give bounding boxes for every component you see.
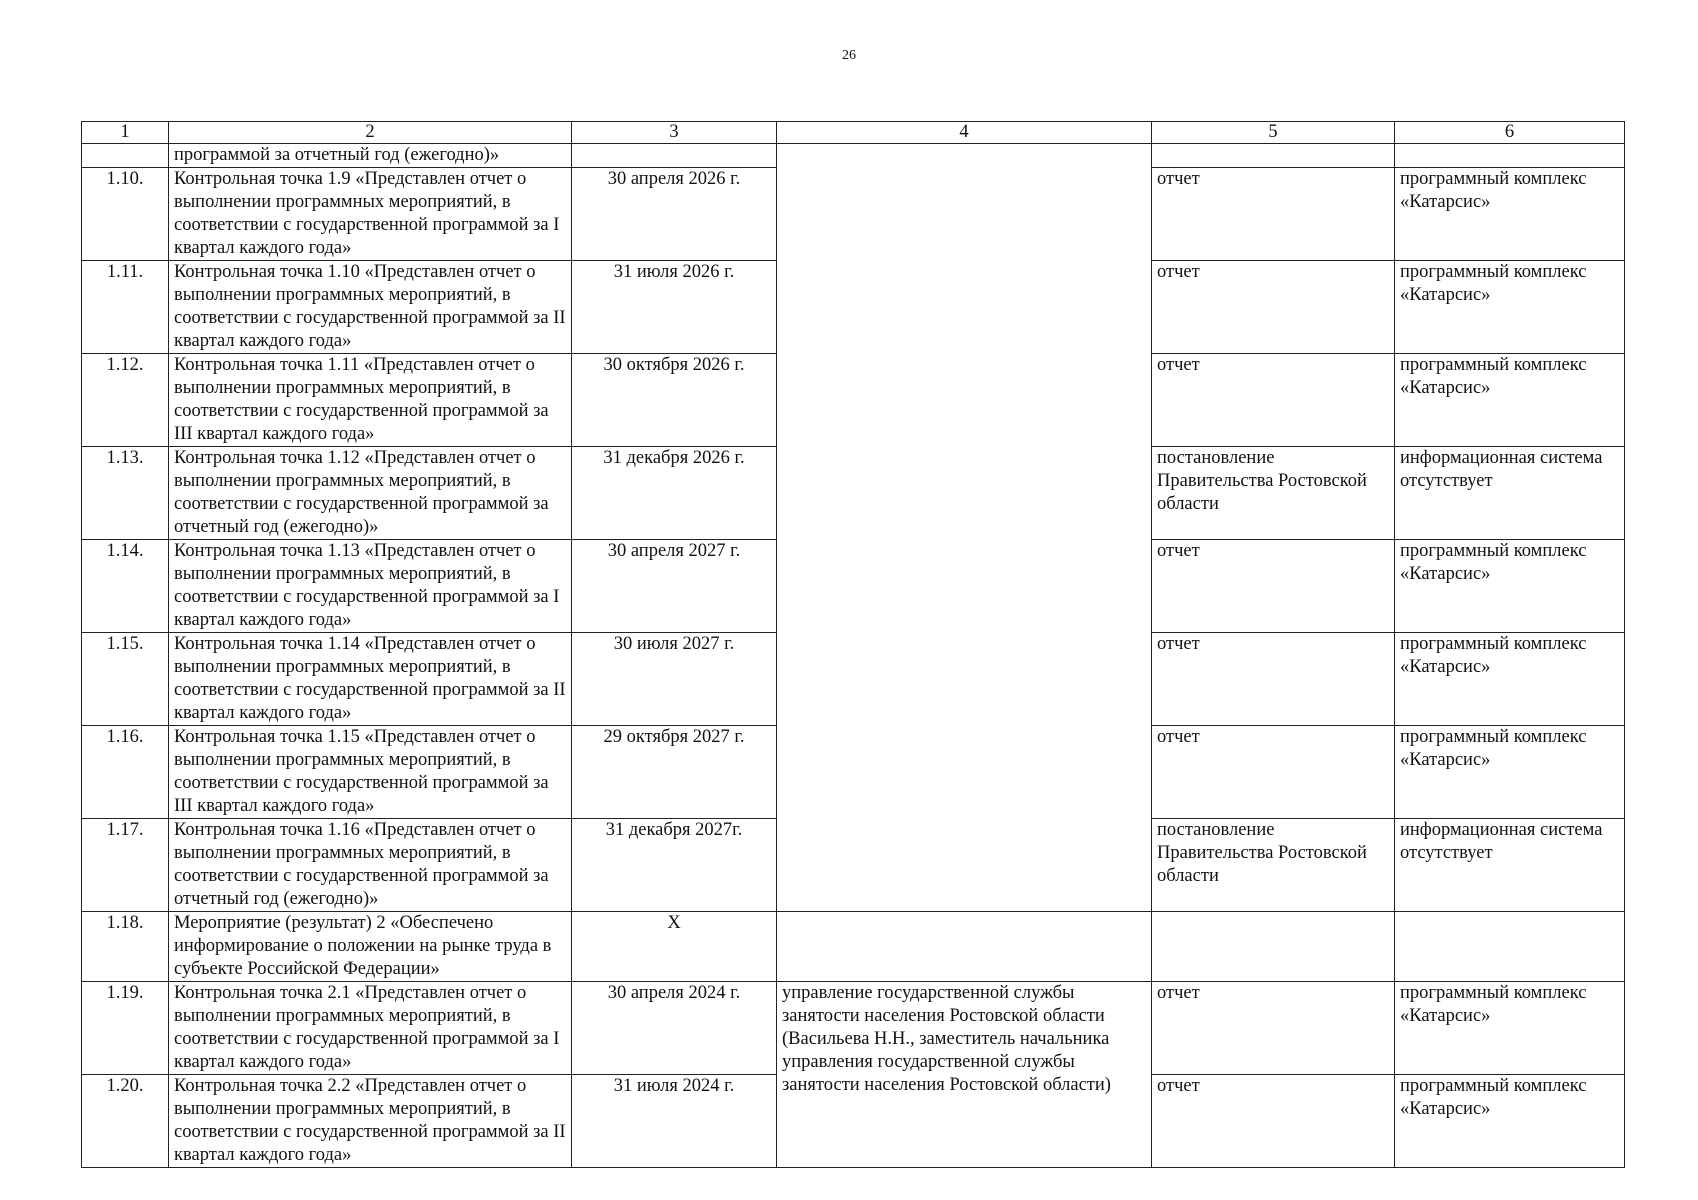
row-document: постановление Правительства Ростовской области [1152,447,1395,540]
row-system: программный комплекс «Катарсис» [1395,726,1625,819]
row-date: 31 декабря 2027г. [572,819,777,912]
row-document: отчет [1152,168,1395,261]
column-header: 4 [777,122,1152,144]
row-name: Контрольная точка 2.1 «Представлен отчет о выполнении программных мероприятий, в соответствии с государственной программой за I квартал каждого года» [169,982,572,1075]
row-system: программный комплекс «Катарсис» [1395,982,1625,1075]
row-name: Контрольная точка 1.12 «Представлен отчет о выполнении программных мероприятий, в соответствии с государственной программой за отчетный год (ежегодно)» [169,447,572,540]
row-number: 1.15. [82,633,169,726]
row-date: 30 апреля 2027 г. [572,540,777,633]
row-date: 30 апреля 2024 г. [572,982,777,1075]
row-name: Контрольная точка 1.10 «Представлен отчет о выполнении программных мероприятий, в соответствии с государственной программой за II квартал каждого года» [169,261,572,354]
row-document: постановление Правительства Ростовской области [1152,819,1395,912]
table-row [82,912,1625,982]
table-row [82,144,1625,168]
row-system: программный комплекс «Катарсис» [1395,354,1625,447]
row-system: информационная система отсутствует [1395,447,1625,540]
row-document: отчет [1152,982,1395,1075]
row-system: программный комплекс «Катарсис» [1395,1075,1625,1168]
row-responsible: управление государственной службы занятости населения Ростовской области (Васильева Н.Н., заместитель начальника управления государственной службы занятости населения Ростовской области) [777,982,1152,1168]
row-name: Контрольная точка 1.15 «Представлен отчет о выполнении программных мероприятий, в соответствии с государственной программой за III квартал каждого года» [169,726,572,819]
row-number: 1.12. [82,354,169,447]
column-header: 3 [572,122,777,144]
column-header: 2 [169,122,572,144]
row-date: X [572,912,777,982]
row-number [82,144,169,168]
row-number: 1.16. [82,726,169,819]
row-name: Контрольная точка 2.2 «Представлен отчет о выполнении программных мероприятий, в соответствии с государственной программой за II квартал каждого года» [169,1075,572,1168]
column-header: 6 [1395,122,1625,144]
row-name: программой за отчетный год (ежегодно)» [169,144,572,168]
row-date: 29 октября 2027 г. [572,726,777,819]
row-name: Контрольная точка 1.9 «Представлен отчет о выполнении программных мероприятий, в соответствии с государственной программой за I квартал каждого года» [169,168,572,261]
row-date: 30 апреля 2026 г. [572,168,777,261]
row-system: программный комплекс «Катарсис» [1395,540,1625,633]
row-date: 31 июля 2024 г. [572,1075,777,1168]
row-name: Контрольная точка 1.13 «Представлен отчет о выполнении программных мероприятий, в соответствии с государственной программой за I квартал каждого года» [169,540,572,633]
row-number: 1.13. [82,447,169,540]
column-header: 5 [1152,122,1395,144]
row-number: 1.20. [82,1075,169,1168]
row-system [1395,912,1625,982]
responsible-cell [777,144,1152,912]
row-number: 1.19. [82,982,169,1075]
row-name: Контрольная точка 1.14 «Представлен отчет о выполнении программных мероприятий, в соответствии с государственной программой за II квартал каждого года» [169,633,572,726]
column-header: 1 [82,122,169,144]
row-document: отчет [1152,261,1395,354]
header-row [82,122,1625,144]
row-date: 30 июля 2027 г. [572,633,777,726]
row-number: 1.10. [82,168,169,261]
row-system: информационная система отсутствует [1395,819,1625,912]
row-system: программный комплекс «Катарсис» [1395,261,1625,354]
row-document [1152,144,1395,168]
row-date: 31 июля 2026 г. [572,261,777,354]
row-system [1395,144,1625,168]
row-system: программный комплекс «Катарсис» [1395,633,1625,726]
control-points-table [81,121,1625,1168]
page-number: 26 [842,48,856,63]
row-date [572,144,777,168]
row-name: Контрольная точка 1.16 «Представлен отчет о выполнении программных мероприятий, в соответствии с государственной программой за отчетный год (ежегодно)» [169,819,572,912]
row-number: 1.14. [82,540,169,633]
table-row [82,982,1625,1075]
row-number: 1.17. [82,819,169,912]
row-document: отчет [1152,540,1395,633]
row-document [1152,912,1395,982]
row-date: 30 октября 2026 г. [572,354,777,447]
row-date: 31 декабря 2026 г. [572,447,777,540]
row-document: отчет [1152,633,1395,726]
row-document: отчет [1152,1075,1395,1168]
row-name: Мероприятие (результат) 2 «Обеспечено информирование о положении на рынке труда в субъекте Российской Федерации» [169,912,572,982]
row-number: 1.11. [82,261,169,354]
row-responsible [777,912,1152,982]
row-system: программный комплекс «Катарсис» [1395,168,1625,261]
row-name: Контрольная точка 1.11 «Представлен отчет о выполнении программных мероприятий, в соответствии с государственной программой за III квартал каждого года» [169,354,572,447]
row-document: отчет [1152,726,1395,819]
row-number: 1.18. [82,912,169,982]
row-document: отчет [1152,354,1395,447]
